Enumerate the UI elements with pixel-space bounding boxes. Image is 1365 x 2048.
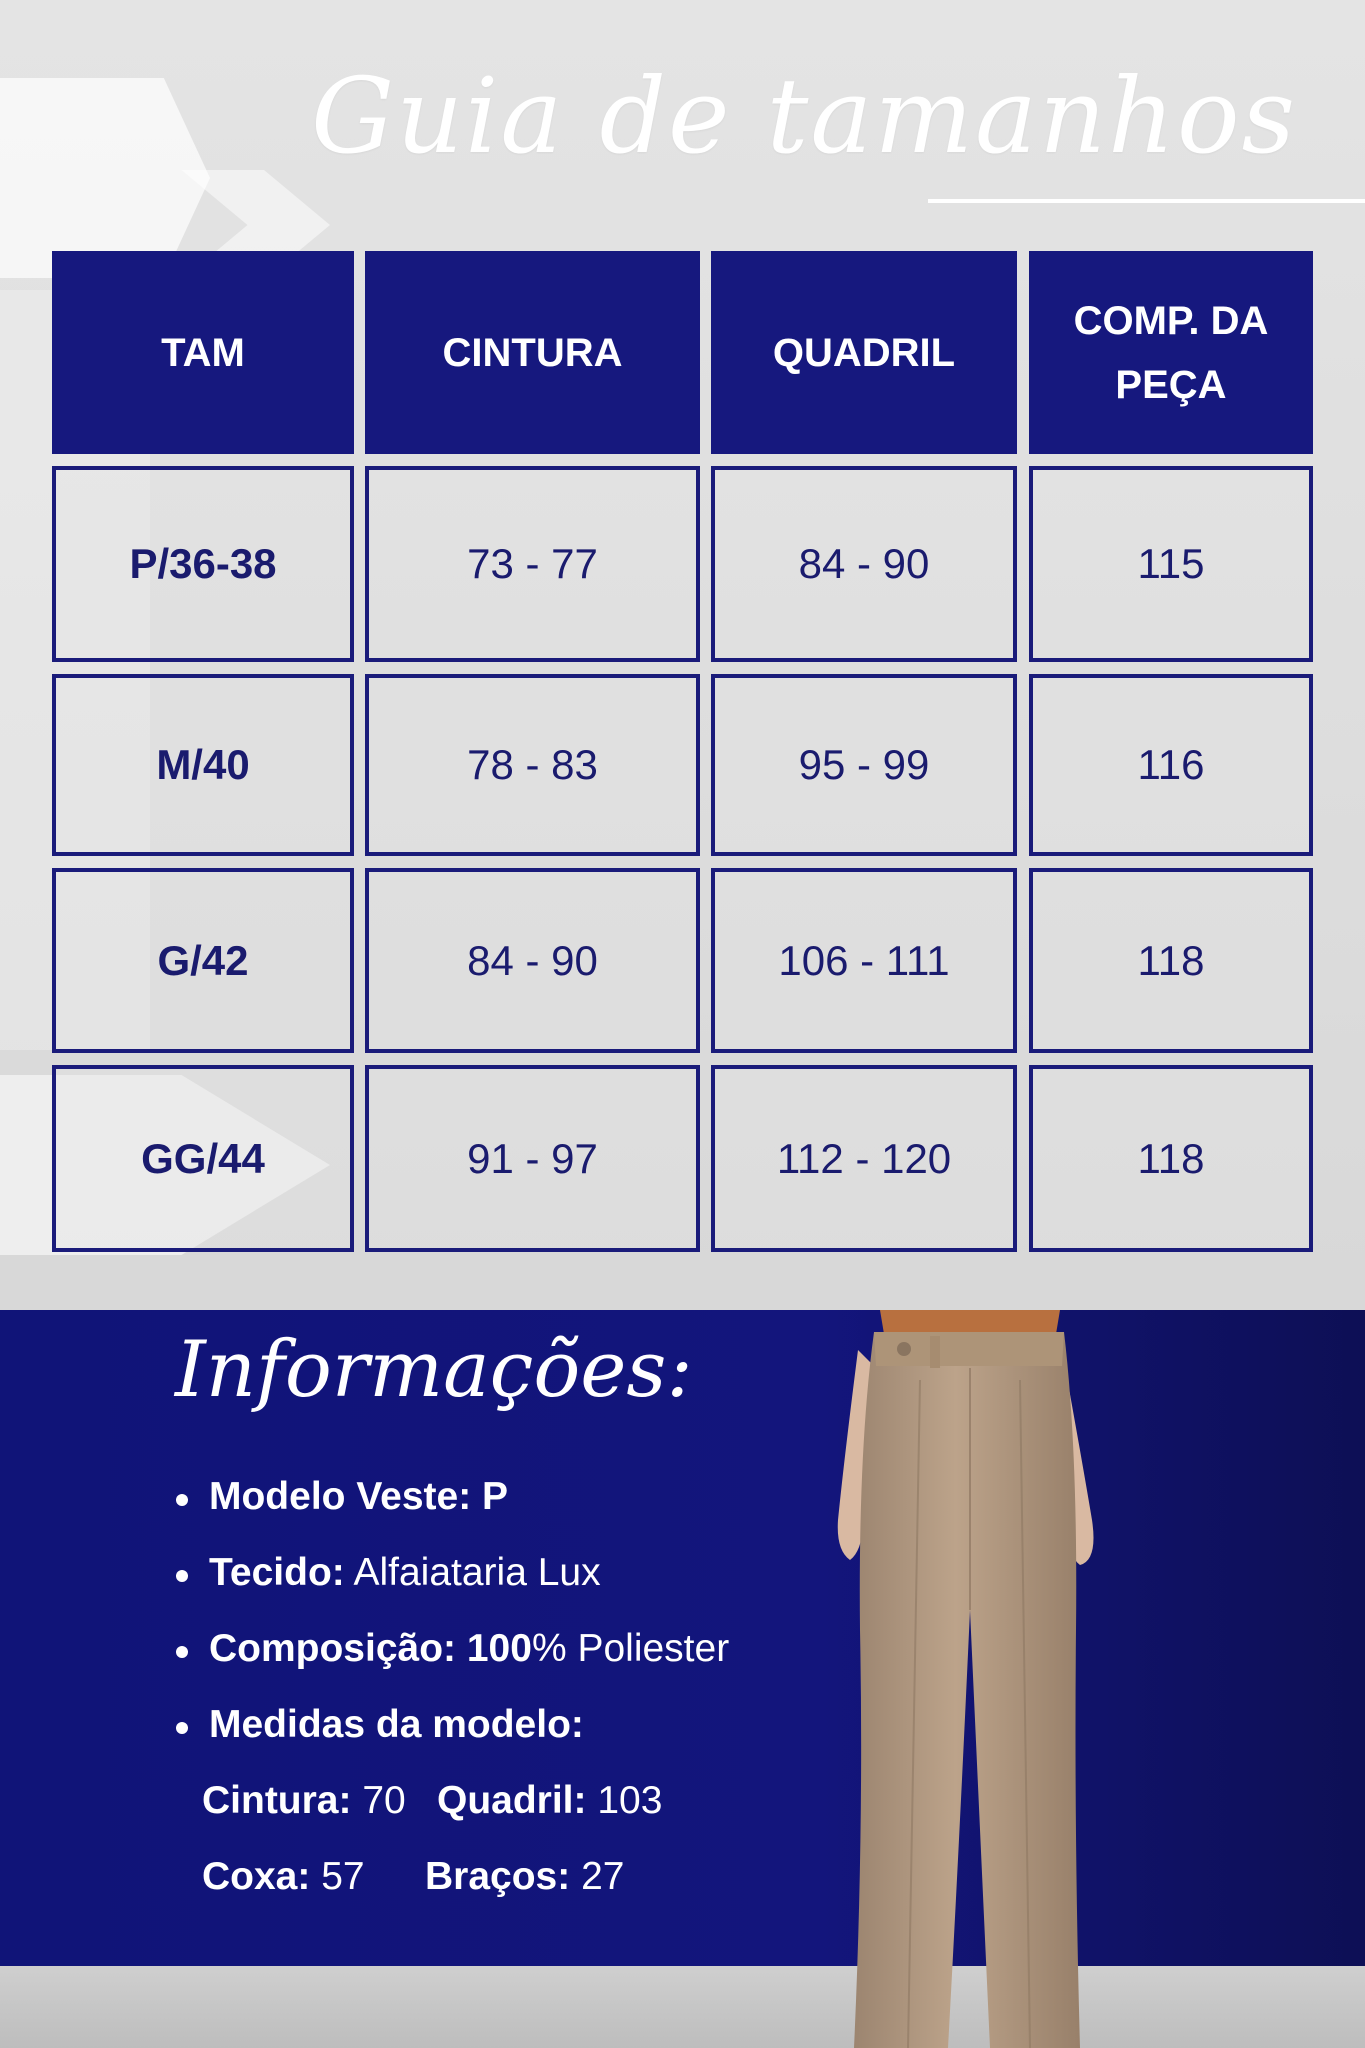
page-title: Guia de tamanhos bbox=[311, 55, 1297, 177]
medidas-label: Medidas da modelo: bbox=[209, 1703, 584, 1746]
cell-text: 84 - 90 bbox=[467, 936, 598, 984]
composicao-label: Composição: bbox=[209, 1627, 457, 1670]
table-cell-quadril bbox=[711, 674, 1017, 856]
info-title: Informações: bbox=[175, 1325, 693, 1415]
header-tam-label: TAM bbox=[161, 330, 245, 375]
header-comp-peca-label: COMP. DA PEÇA bbox=[1073, 298, 1269, 407]
info-quadril bbox=[437, 1779, 662, 1823]
table-cell-comp bbox=[1029, 1065, 1313, 1252]
cell-text: 116 bbox=[1137, 741, 1205, 788]
info-coxa bbox=[202, 1855, 365, 1899]
bullet-icon bbox=[176, 1494, 188, 1506]
cell-text: G/42 bbox=[157, 936, 249, 984]
cell-text: GG/44 bbox=[141, 1134, 265, 1182]
info-cintura bbox=[202, 1779, 406, 1823]
cell-text: 118 bbox=[1137, 1134, 1205, 1182]
cell-text: 73 - 77 bbox=[467, 540, 598, 587]
info-modelo-veste bbox=[209, 1475, 508, 1519]
cell-text: 91 - 97 bbox=[467, 1134, 598, 1182]
info-tecido bbox=[209, 1551, 601, 1595]
table-cell-quadril bbox=[711, 466, 1017, 662]
table-cell-comp bbox=[1029, 674, 1313, 856]
cell-text: 112 - 120 bbox=[776, 1134, 952, 1182]
table-cell-quadril bbox=[711, 868, 1017, 1053]
modelo-veste-label: Modelo Veste: P bbox=[209, 1475, 509, 1518]
bracos-value: 27 bbox=[570, 1855, 625, 1898]
table-cell-cintura bbox=[365, 674, 700, 856]
cintura-label: Cintura: bbox=[202, 1779, 352, 1822]
cell-text: 78 - 83 bbox=[467, 741, 598, 788]
table-cell-size bbox=[52, 868, 354, 1053]
cell-text: 106 - 111 bbox=[778, 936, 950, 984]
cell-text: P/36-38 bbox=[129, 540, 277, 587]
bracos-label: Braços: bbox=[425, 1855, 571, 1898]
table-cell-cintura bbox=[365, 466, 700, 662]
footer-strip bbox=[0, 1966, 1365, 2048]
bullet-icon bbox=[176, 1646, 188, 1658]
header-tam bbox=[52, 251, 354, 454]
cell-text: 115 bbox=[1137, 540, 1205, 587]
coxa-value: 57 bbox=[310, 1855, 365, 1898]
composicao-percent: 100 bbox=[456, 1627, 532, 1670]
coxa-label: Coxa: bbox=[202, 1855, 311, 1898]
quadril-label: Quadril: bbox=[437, 1779, 587, 1822]
info-medidas bbox=[209, 1703, 584, 1747]
table-cell-size bbox=[52, 466, 354, 662]
bullet-icon bbox=[176, 1570, 188, 1582]
cell-text: 118 bbox=[1137, 936, 1205, 984]
table-cell-quadril bbox=[711, 1065, 1017, 1252]
cell-text: 84 - 90 bbox=[798, 540, 930, 587]
tecido-value: Alfaiataria Lux bbox=[344, 1551, 601, 1594]
cell-text: M/40 bbox=[156, 741, 250, 788]
composicao-value: % Poliester bbox=[531, 1627, 730, 1670]
info-composicao bbox=[209, 1627, 729, 1671]
header-quadril bbox=[711, 251, 1017, 454]
model-pants-image bbox=[830, 1310, 1110, 2048]
header-cintura bbox=[365, 251, 700, 454]
cintura-value: 70 bbox=[351, 1779, 406, 1822]
header-comp-peca bbox=[1029, 251, 1313, 454]
table-cell-comp bbox=[1029, 466, 1313, 662]
header-cintura-label: CINTURA bbox=[442, 330, 623, 375]
header-quadril-label: QUADRIL bbox=[772, 330, 956, 375]
table-cell-cintura bbox=[365, 1065, 700, 1252]
table-cell-cintura bbox=[365, 868, 700, 1053]
table-cell-comp bbox=[1029, 868, 1313, 1053]
cell-text: 95 - 99 bbox=[798, 741, 930, 788]
quadril-value: 103 bbox=[586, 1779, 663, 1822]
table-cell-size bbox=[52, 1065, 354, 1252]
tecido-label: Tecido: bbox=[209, 1551, 345, 1594]
table-cell-size bbox=[52, 674, 354, 856]
bullet-icon bbox=[176, 1722, 188, 1734]
title-underline bbox=[928, 199, 1365, 203]
info-bracos bbox=[425, 1855, 624, 1899]
background-arrow-shape bbox=[0, 78, 210, 278]
